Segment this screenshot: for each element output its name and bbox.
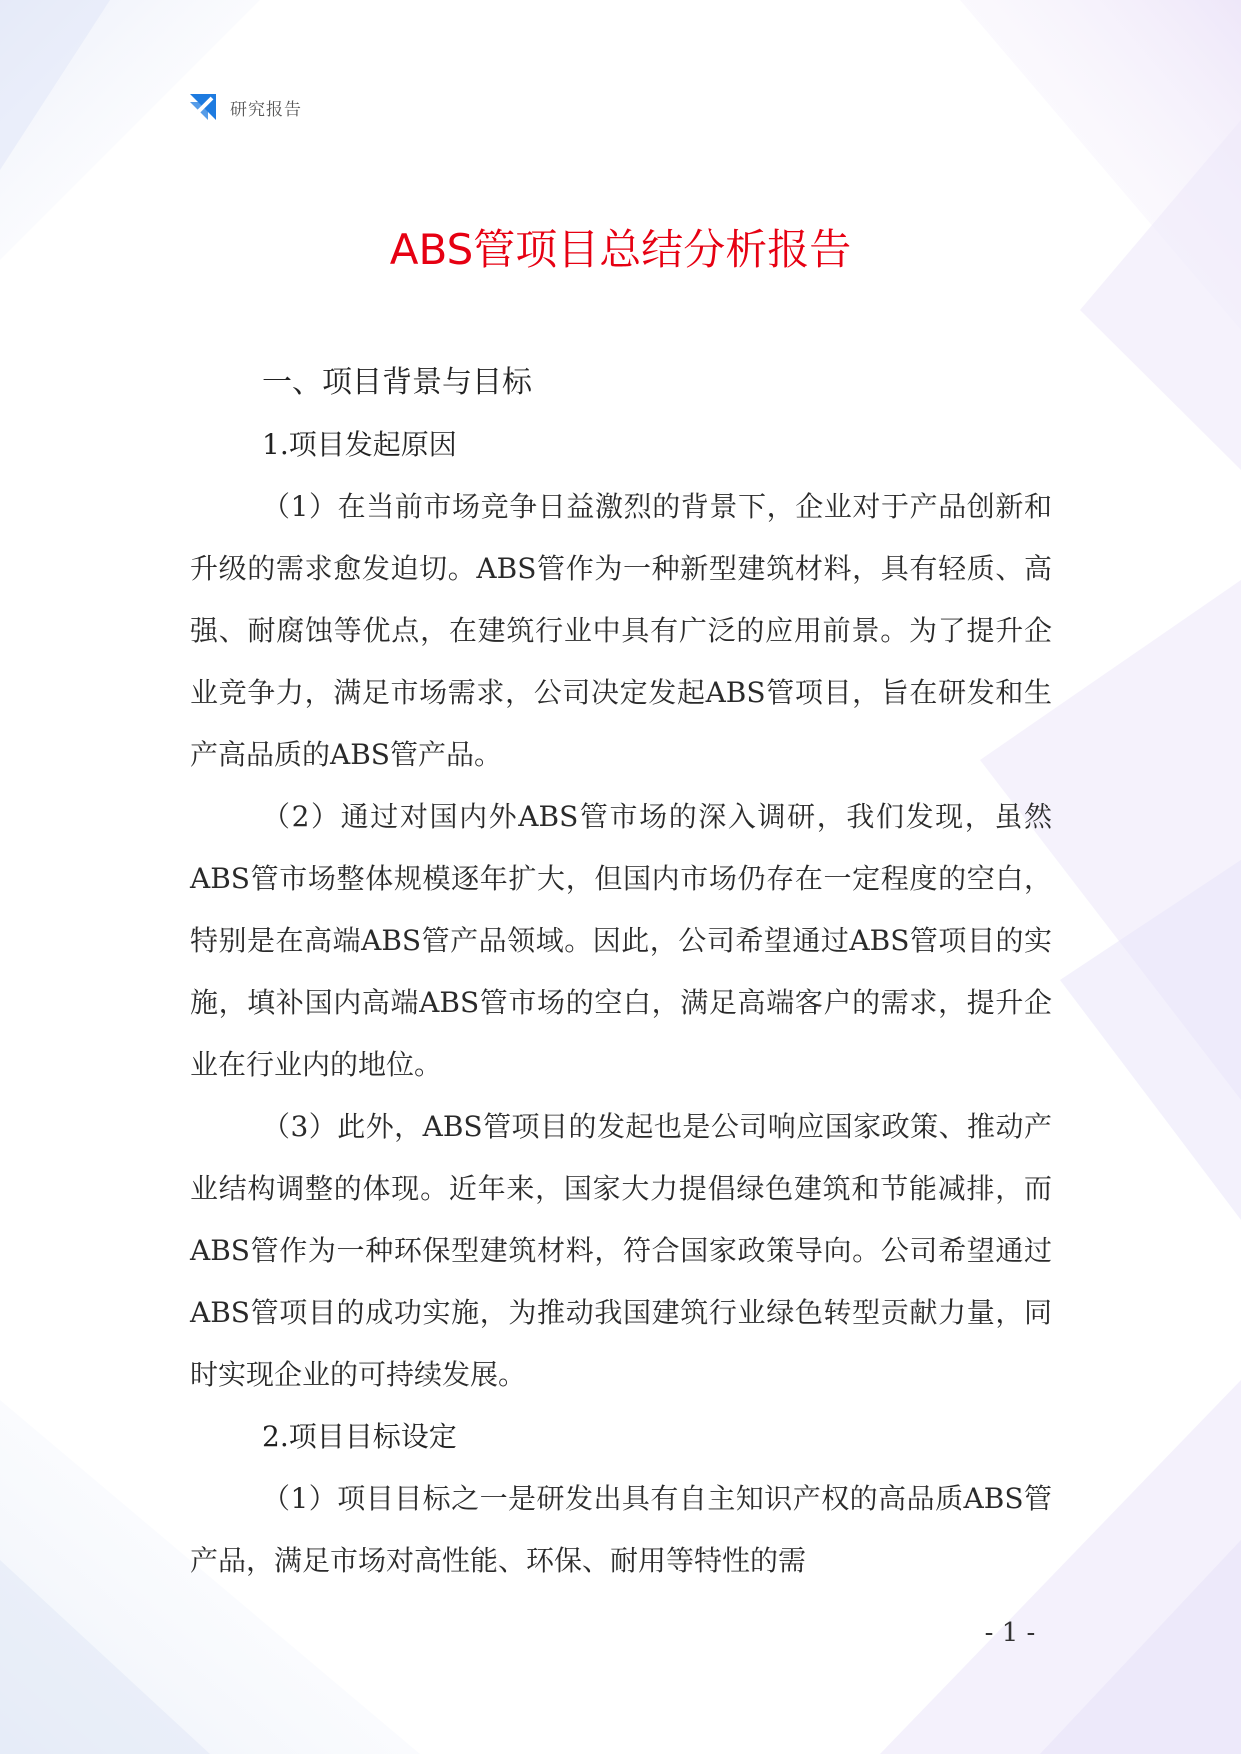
page-number: - 1 -: [984, 1618, 1036, 1648]
paragraph-1: （1）在当前市场竞争日益激烈的背景下，企业对于产品创新和升级的需求愈发迫切。ABS管作为一种新型建筑材料，具有轻质、高强、耐腐蚀等优点，在建筑行业中具有广泛的应用前景。为了提升企业竞争力，满足市场需求，公司决定发起ABS管项目，旨在研发和生产高品质的ABS管产品。: [190, 490, 1052, 771]
section-heading: 一、项目背景与目标: [262, 365, 532, 400]
paragraph-4: （1）项目目标之一是研发出具有自主知识产权的高品质ABS管产品，满足市场对高性能、环保、耐用等特性的需: [190, 1482, 1052, 1577]
sub-heading-goals: 2.项目目标设定: [262, 1420, 457, 1453]
document-title: ABS管项目总结分析报告: [389, 225, 852, 274]
header-label: 研究报告: [230, 99, 302, 120]
document-body: [190, 352, 1052, 1592]
paragraph-3: （3）此外，ABS管项目的发起也是公司响应国家政策、推动产业结构调整的体现。近年来，国家大力提倡绿色建筑和节能减排，而ABS管作为一种环保型建筑材料，符合国家政策导向。公司希望通过ABS管项目的成功实施，为推动我国建筑行业绿色转型贡献力量，同时实现企业的可持续发展。: [190, 1110, 1052, 1391]
arrow-up-right-icon: [186, 90, 220, 124]
sub-heading-reasons: 1.项目发起原因: [262, 428, 457, 461]
paragraph-2: （2）通过对国内外ABS管市场的深入调研，我们发现，虽然ABS管市场整体规模逐年扩大，但国内市场仍存在一定程度的空白，特别是在高端ABS管产品领域。因此，公司希望通过ABS管项目的实施，填补国内高端ABS管市场的空白，满足高端客户的需求，提升企业在行业内的地位。: [190, 800, 1052, 1081]
report-header: [186, 90, 302, 124]
